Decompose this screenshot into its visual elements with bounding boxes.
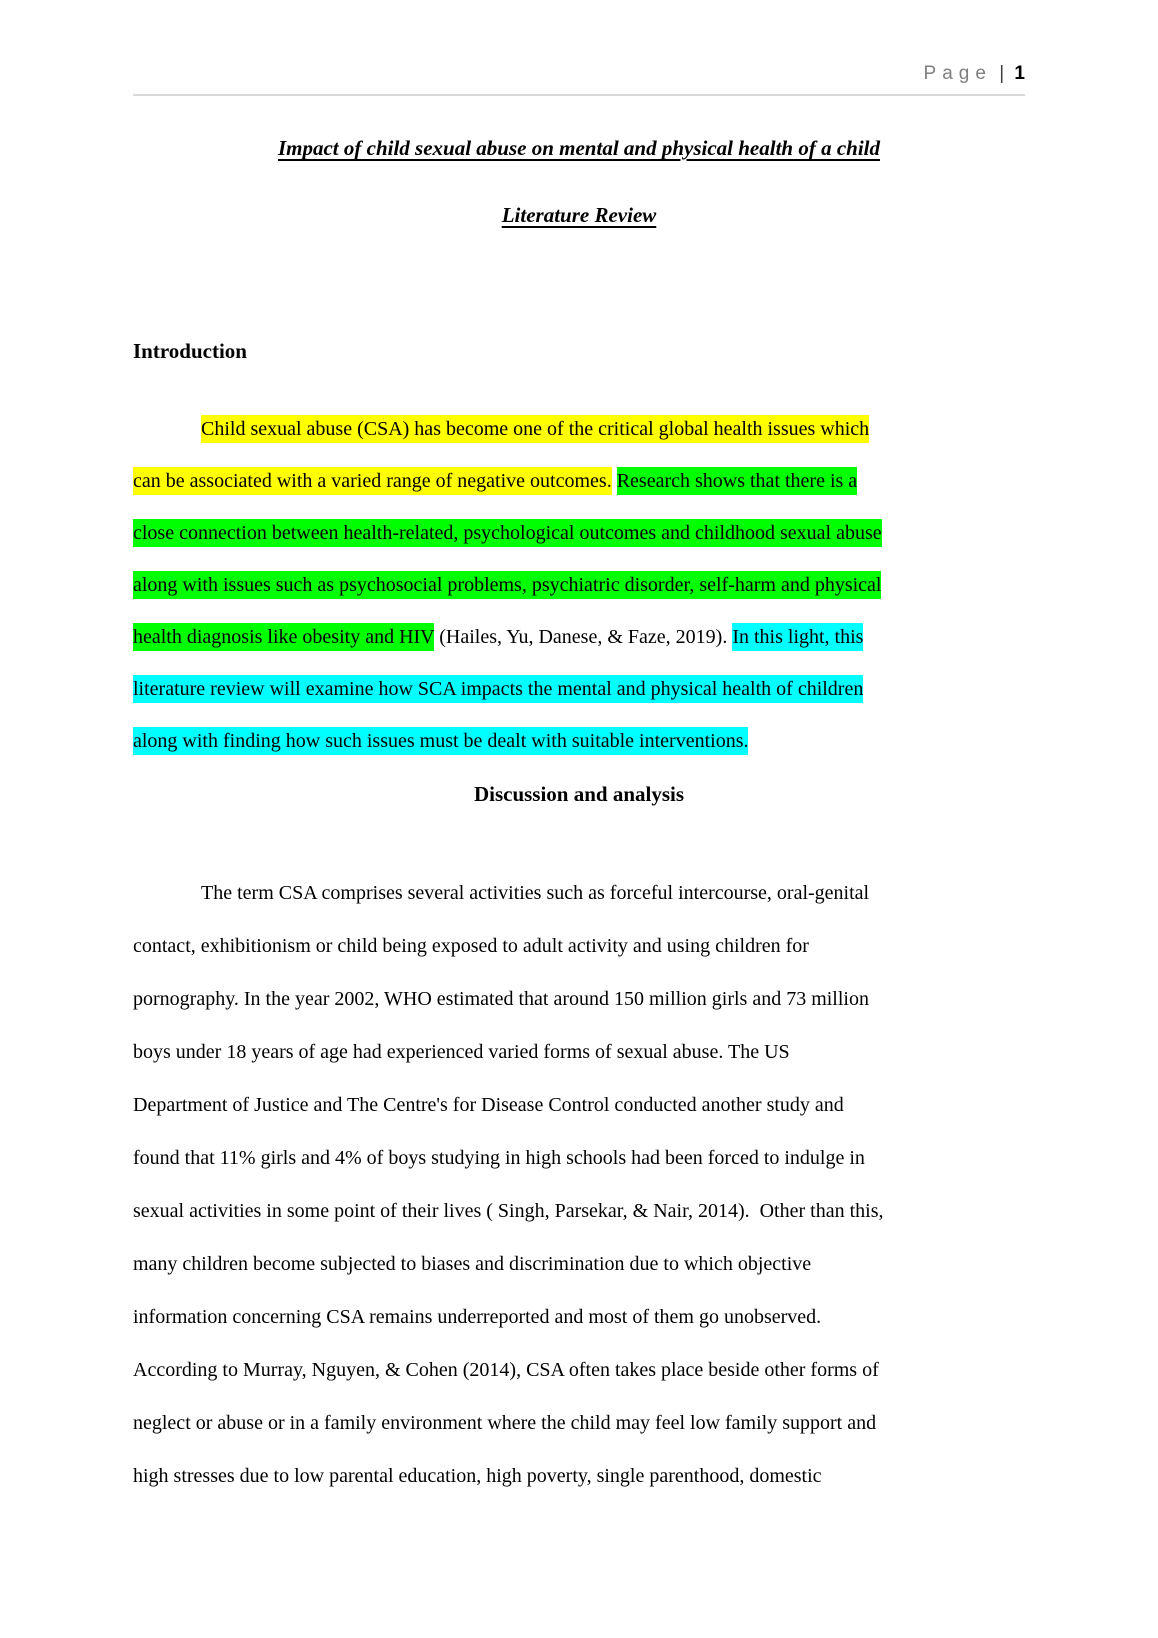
- introduction-paragraph: [133, 403, 1025, 767]
- text-line: [133, 663, 1025, 715]
- text-line: [133, 507, 1025, 559]
- text-line: [133, 1026, 1025, 1079]
- text-line: [133, 1079, 1025, 1132]
- text-run: sexual activities in some point of their lives ( Singh, Parsekar, & Nair, 2014). Other than this,: [133, 1200, 884, 1222]
- page-number-separator: |: [999, 63, 1005, 84]
- highlighted-run-green: along with issues such as psychosocial problems, psychiatric disorder, self-harm and physical: [133, 571, 881, 599]
- highlighted-run-cyan: literature review will examine how SCA impacts the mental and physical health of children: [133, 675, 863, 703]
- text-line: [133, 559, 1025, 611]
- document-title-line: [133, 122, 1025, 174]
- text-line: [133, 1185, 1025, 1238]
- text-line: [133, 920, 1025, 973]
- document-subtitle-line: [133, 189, 1025, 241]
- text-line: [133, 715, 1025, 767]
- document-body: [0, 62, 1158, 1503]
- text-line: [133, 455, 1025, 507]
- text-line: [133, 1291, 1025, 1344]
- text-line: [133, 1450, 1025, 1503]
- text-run: [612, 470, 617, 492]
- text-run: Department of Justice and The Centre's for Disease Control conducted another study and: [133, 1094, 844, 1116]
- highlighted-run-yellow: Child sexual abuse (CSA) has become one of the critical global health issues which: [201, 415, 869, 443]
- highlighted-run-green: health diagnosis like obesity and HIV: [133, 623, 434, 651]
- highlighted-run-cyan: along with finding how such issues must be dealt with suitable interventions.: [133, 727, 748, 755]
- discussion-paragraph: [133, 867, 1025, 1503]
- text-run: information concerning CSA remains underreported and most of them go unobserved.: [133, 1306, 822, 1328]
- page-number: 1: [1014, 63, 1025, 84]
- page-label: Page: [923, 63, 992, 84]
- document-title: Impact of child sexual abuse on mental and physical health of a child: [277, 136, 881, 160]
- highlighted-run-cyan: In this light, this: [732, 623, 863, 651]
- text-run: found that 11% girls and 4% of boys studying in high schools had been forced to indulge in: [133, 1147, 865, 1169]
- text-run: The term CSA comprises several activities such as forceful intercourse, oral-genital: [201, 882, 870, 904]
- text-run: contact, exhibitionism or child being exposed to adult activity and using children for: [133, 935, 809, 957]
- text-run: many children become subjected to biases and discrimination due to which objective: [133, 1253, 812, 1275]
- text-line: [133, 973, 1025, 1026]
- text-line: [133, 867, 1025, 920]
- text-run: (Hailes, Yu, Danese, & Faze, 2019).: [434, 626, 733, 648]
- discussion-heading: Discussion and analysis: [473, 782, 685, 806]
- text-line: [133, 1344, 1025, 1397]
- page-header: [133, 62, 1025, 96]
- text-run: pornography. In the year 2002, WHO estimated that around 150 million girls and 73 million: [133, 988, 869, 1010]
- text-line: [133, 611, 1025, 663]
- introduction-heading: Introduction: [133, 339, 247, 363]
- text-run: neglect or abuse or in a family environment where the child may feel low family support and: [133, 1412, 877, 1434]
- text-line: [133, 403, 1025, 455]
- highlighted-run-green: close connection between health-related, psychological outcomes and childhood sexual abuse: [133, 519, 882, 547]
- text-run: According to Murray, Nguyen, & Cohen (2014), CSA often takes place beside other forms of: [133, 1359, 879, 1381]
- highlighted-run-yellow: can be associated with a varied range of negative outcomes.: [133, 467, 612, 495]
- document-subtitle: Literature Review: [501, 203, 657, 227]
- highlighted-run-green: Research shows that there is a: [617, 467, 857, 495]
- text-line: [133, 1397, 1025, 1450]
- text-line: [133, 1132, 1025, 1185]
- text-line: [133, 1238, 1025, 1291]
- text-run: boys under 18 years of age had experienced varied forms of sexual abuse. The US: [133, 1041, 790, 1063]
- text-run: high stresses due to low parental education, high poverty, single parenthood, domestic: [133, 1465, 822, 1487]
